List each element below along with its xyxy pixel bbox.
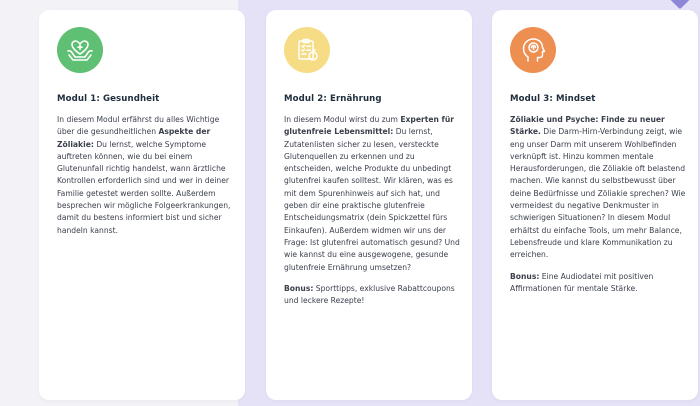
module-title: Modul 1: Gesundheit — [57, 94, 160, 104]
checklist-apple-icon — [284, 27, 330, 73]
heart-hands-icon — [57, 27, 103, 73]
head-mind-icon — [510, 27, 556, 73]
module-title: Modul 2: Ernährung — [284, 94, 382, 104]
module-card-ernaehrung — [266, 10, 472, 400]
module-card-gesundheit — [39, 10, 245, 400]
module-description: In diesem Modul erfährst du alles Wichtige über die gesundheitlichen Aspekte der Zöliakie: Du lernst, welche Symptome auftreten können, wie du bei einem Glutenunfall richtig handelst, wann ärztliche Kontrollen erforderlich sind und wer in deiner Familie getestet werden sollte. Außerdem besprechen wir mögliche Folgeerkrankungen, damit du bestens informiert bist und sicher handeln kannst. — [57, 115, 231, 235]
module-title: Modul 3: Mindset — [510, 94, 596, 104]
module-card-mindset — [492, 10, 698, 400]
module-description: In diesem Modul wirst du zum Experten für glutenfreie Lebensmittel: Du lernst, Zutatenlisten sicher zu lesen, versteckte Glutenquellen zu erkennen und zu entscheiden, welche Produkte du unbedingt glutenfrei kaufen solltest. Wir klären, was es mit dem Spurenhinweis auf sich hat, und geben dir eine praktische glutenfreie Entscheidungsmatrix (dein Spickzettel fürs Einkaufen). Außerdem widmen wir uns der Frage: Ist glutenfrei automatisch gesund? Und wie kannst du eine ausgewogene, gesunde glutenfreie Ernährung umsetzen? Bonus: Sporttipps, exklusive Rabattcoupons und leckere Rezepte! — [284, 115, 460, 306]
module-description: Zöliakie und Psyche: Finde zu neuer Stärke. Die Darm-Hirn-Verbindung zeigt, wie eng unser Darm mit unserem Wohlbefinden verknüpft ist. Hinzu kommen mentale Herausforderungen, die Zöliakie oft belastend machen. Wie kannst du selbstbewusst über deine Bedürfnisse und Zöliakie sprechen? Wie vermeidest du negative Denkmuster in schwierigen Situationen? In diesem Modul erhältst du einfache Tools, um mehr Balance, Lebensfreude und klare Kommunikation zu erreichen. Bonus: Eine Audiodatei mit positiven Affirmationen für mentale Stärke. — [510, 115, 686, 293]
